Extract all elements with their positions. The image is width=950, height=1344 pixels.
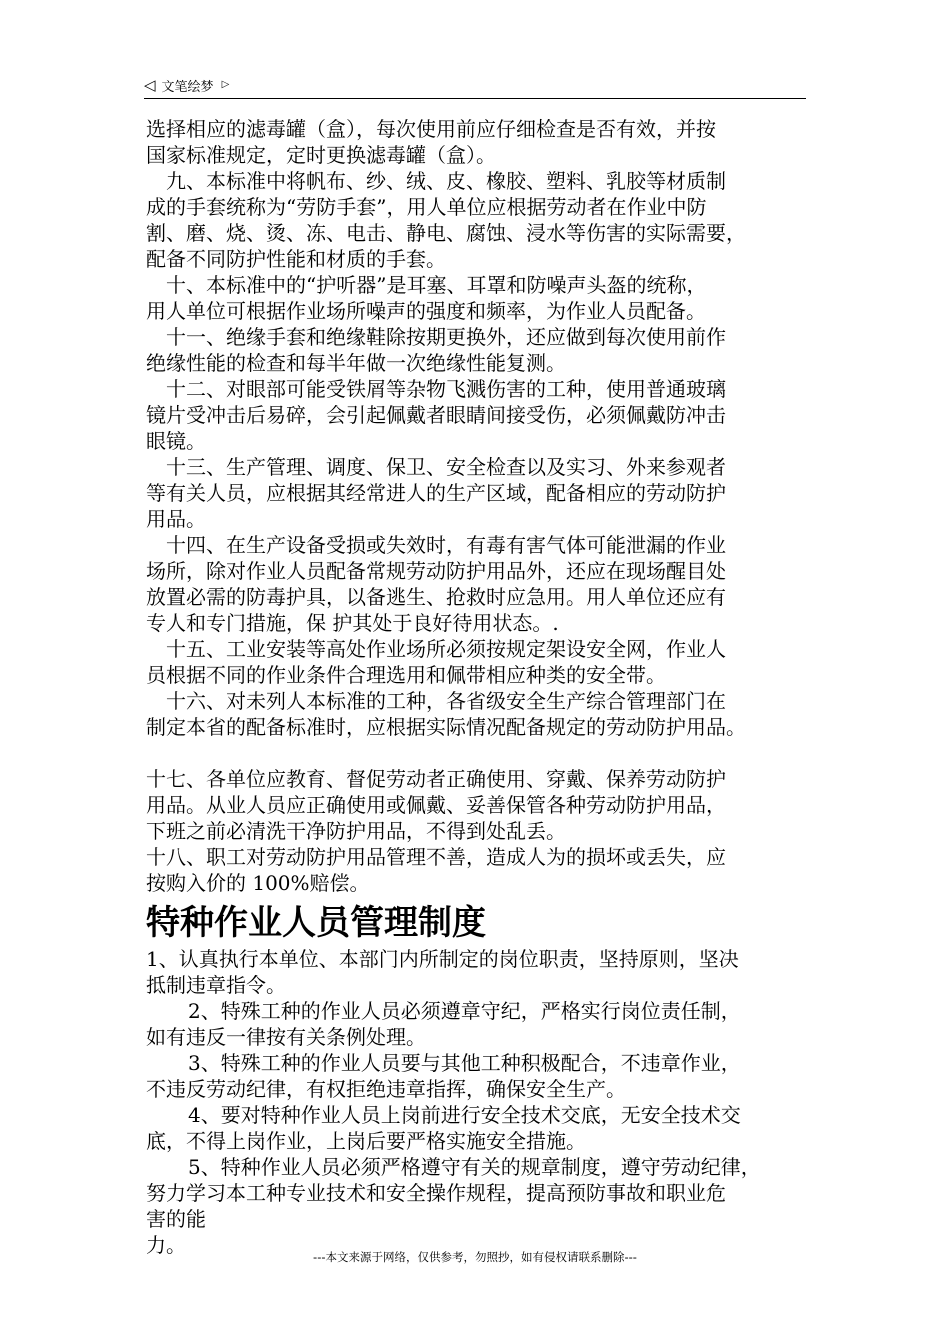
text-line: 眼镜。 — [146, 429, 206, 453]
triangle-right-icon: ▷ — [221, 79, 230, 90]
text-line: 十七、各单位应教育、督促劳动者正确使用、穿戴、保养劳动防护 — [146, 767, 726, 791]
text-line: 十五、工业安装等高处作业场所必须按规定架设安全网，作业人 — [166, 637, 726, 661]
text-line: 国家标准规定，定时更换滤毒罐（盒）。 — [146, 143, 496, 167]
text-line: 底，不得上岗作业，上岗后要严格实施安全措施。 — [146, 1129, 586, 1153]
text-line: 十八、职工对劳动防护用品管理不善，造成人为的损坏或丢失，应 — [146, 845, 726, 869]
text-line: 如有违反一律按有关条例处理。 — [146, 1025, 426, 1049]
text-line: 1、认真执行本单位、本部门内所制定的岗位职责，坚持原则，坚决 — [146, 947, 739, 971]
section-title: 特种作业人员管理制度 — [146, 903, 486, 943]
text-line: 力。 — [146, 1233, 186, 1257]
text-line: 制定本省的配备标准时，应根据实际情况配备规定的劳动防护用品。 — [146, 715, 746, 739]
text-line: 九、本标准中将帆布、纱、绒、皮、橡胶、塑料、乳胶等材质制 — [166, 169, 726, 193]
text-line: 害的能 — [146, 1207, 206, 1231]
text-line: 十六、对未列人本标准的工种，各省级安全生产综合管理部门在 — [166, 689, 726, 713]
text-line: 5、特种作业人员必须严格遵守有关的规章制度，遵守劳动纪律， — [188, 1155, 761, 1179]
text-line: 成的手套统称为“劳防手套”，用人单位应根据劳动者在作业中防 — [146, 195, 707, 219]
text-line: 专人和专门措施，保 护其处于良好待用状态。. — [146, 611, 559, 635]
text-line: 抵制违章指令。 — [146, 973, 286, 997]
document-body — [146, 116, 808, 1258]
text-line: 镜片受冲击后易碎，会引起佩戴者眼睛间接受伤，必须佩戴防冲击 — [146, 403, 726, 427]
text-line: 下班之前必清洗干净防护用品，不得到处乱丢。 — [146, 819, 566, 843]
text-line: 不违反劳动纪律，有权拒绝违章指挥，确保安全生产。 — [146, 1077, 626, 1101]
text-line: 十二、对眼部可能受铁屑等杂物飞溅伤害的工种，使用普通玻璃 — [166, 377, 726, 401]
text-line: 努力学习本工种专业技术和安全操作规程，提高预防事故和职业危 — [146, 1181, 726, 1205]
text-line: 等有关人员，应根据其经常进人的生产区域，配备相应的劳动防护 — [146, 481, 726, 505]
text-line: 用品。 — [146, 507, 206, 531]
text-line: 配备不同防护性能和材质的手套。 — [146, 247, 446, 271]
text-line: 2、特殊工种的作业人员必须遵章守纪，严格实行岗位责任制， — [188, 999, 741, 1023]
text-line: 员根据不同的作业条件合理选用和佩带相应种类的安全带。 — [146, 663, 666, 687]
text-line: 十一、绝缘手套和绝缘鞋除按期更换外，还应做到每次使用前作 — [166, 325, 726, 349]
text-line: 用人单位可根据作业场所噪声的强度和频率，为作业人员配备。 — [146, 299, 706, 323]
text-line: 用品。从业人员应正确使用或佩戴、妥善保管各种劳动防护用品， — [146, 793, 726, 817]
text-line: 3、特殊工种的作业人员要与其他工种积极配合，不违章作业， — [188, 1051, 741, 1075]
header-title: 文笔绘梦 — [161, 79, 214, 95]
text-line: 4、要对特种作业人员上岗前进行安全技术交底，无安全技术交 — [188, 1103, 741, 1127]
text-line: 十三、生产管理、调度、保卫、安全检查以及实习、外来参观者 — [166, 455, 726, 479]
page-header — [144, 72, 806, 99]
footer-note: ---本文来源于网络，仅供参考，勿照抄，如有侵权请联系删除--- — [313, 1250, 637, 1264]
text-line: 十、本标准中的“护听器”是耳塞、耳罩和防噪声头盔的统称， — [166, 273, 707, 297]
text-line: 割、磨、烧、烫、冻、电击、静电、腐蚀、浸水等伤害的实际需要， — [146, 221, 746, 245]
text-line: 场所，除对作业人员配备常规劳动防护用品外，还应在现场醒目处 — [146, 559, 726, 583]
triangle-left-icon: ◁ — [144, 75, 156, 94]
text-line: 绝缘性能的检查和每半年做一次绝缘性能复测。 — [146, 351, 566, 375]
text-line: 选择相应的滤毒罐（盒），每次使用前应仔细检查是否有效，并按 — [146, 117, 716, 141]
blank-line — [146, 740, 808, 766]
text-line: 按购入价的 100%赔偿。 — [146, 871, 370, 895]
text-line: 放置必需的防毒护具，以备逃生、抢救时应急用。用人单位还应有 — [146, 585, 726, 609]
text-line: 十四、在生产设备受损或失效时，有毒有害气体可能泄漏的作业 — [166, 533, 726, 557]
